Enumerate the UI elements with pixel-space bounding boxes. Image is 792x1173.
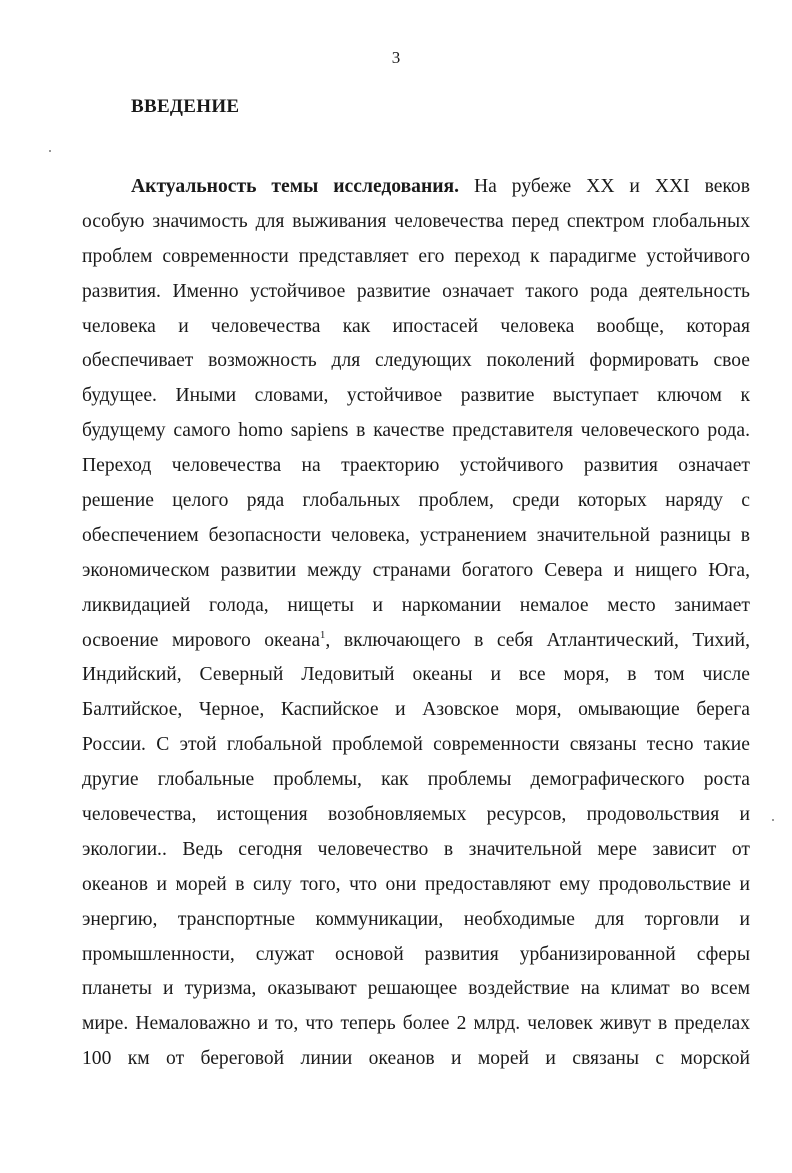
paragraph-line: промышленности, служат основой развития урбанизированной сферы xyxy=(82,943,750,965)
paragraph-line: будущему самого homo sapiens в качестве представителя человеческого рода. xyxy=(82,420,750,442)
introduction-paragraph xyxy=(82,170,750,1077)
paragraph-line: Индийский, Северный Ледовитый океаны и все моря, в том числе xyxy=(82,664,750,686)
page-number: 3 xyxy=(391,48,401,67)
paragraph-line: Актуальность темы исследования. На рубеже XX и XXI веков xyxy=(131,176,750,197)
section-heading: ВВЕДЕНИЕ xyxy=(131,96,240,117)
paragraph-line: особую значимость для выживания человечества перед спектром глобальных xyxy=(82,210,750,232)
paragraph-line: 100 км от береговой линии океанов и морей и связаны с морской xyxy=(82,1048,750,1070)
paragraph-line: экономическом развитии между странами богатого Севера и нищего Юга, xyxy=(82,559,750,581)
paragraph-line: освоение мирового океана$^1$, включающего в себя Атлантический, Тихий, xyxy=(82,628,750,651)
paragraph-line: планеты и туризма, оказывают решающее воздействие на климат во всем xyxy=(82,978,750,1000)
paragraph-line: России. С этой глобальной проблемой современности связаны тесно такие xyxy=(82,734,750,756)
paragraph-line: обеспечением безопасности человека, устранением значительной разницы в xyxy=(82,524,750,546)
paragraph-line: будущее. Иными словами, устойчивое развитие выступает ключом к xyxy=(82,385,750,407)
paragraph-line: океанов и морей в силу того, что они предоставляют ему продовольствие и xyxy=(82,873,750,895)
scan-speck xyxy=(772,819,774,821)
paragraph-line: ликвидацией голода, нищеты и наркомании немалое место занимает xyxy=(82,594,750,616)
paragraph-line: экологии.. Ведь сегодня человечество в значительной мере зависит от xyxy=(82,838,750,860)
scan-speck xyxy=(49,150,51,152)
paragraph-line: Переход человечества на траекторию устойчивого развития означает xyxy=(82,455,750,477)
paragraph-line: проблем современности представляет его переход к парадигме устойчивого xyxy=(82,245,750,267)
footnote-marker: 1 xyxy=(319,628,326,641)
paragraph-line: развития. Именно устойчивое развитие означает такого рода деятельность xyxy=(82,280,750,302)
paragraph-line: человечества, истощения возобновляемых ресурсов, продовольствия и xyxy=(82,804,750,826)
paragraph-line: мире. Немаловажно и то, что теперь более 2 млрд. человек живут в пределах xyxy=(82,1013,750,1035)
paragraph-line: человека и человечества как ипостасей человека вообще, которая xyxy=(82,315,750,337)
paragraph-line: энергию, транспортные коммуникации, необходимые для торговли и xyxy=(82,908,750,930)
paragraph-line: решение целого ряда глобальных проблем, среди которых наряду с xyxy=(82,490,750,512)
lead-phrase: Актуальность темы исследования. xyxy=(131,176,460,197)
paragraph-line: Балтийское, Черное, Каспийское и Азовское моря, омывающие берега xyxy=(82,699,750,721)
paragraph-line: другие глобальные проблемы, как проблемы демографического роста xyxy=(82,769,750,791)
paragraph-line: обеспечивает возможность для следующих поколений формировать свое xyxy=(82,350,750,372)
